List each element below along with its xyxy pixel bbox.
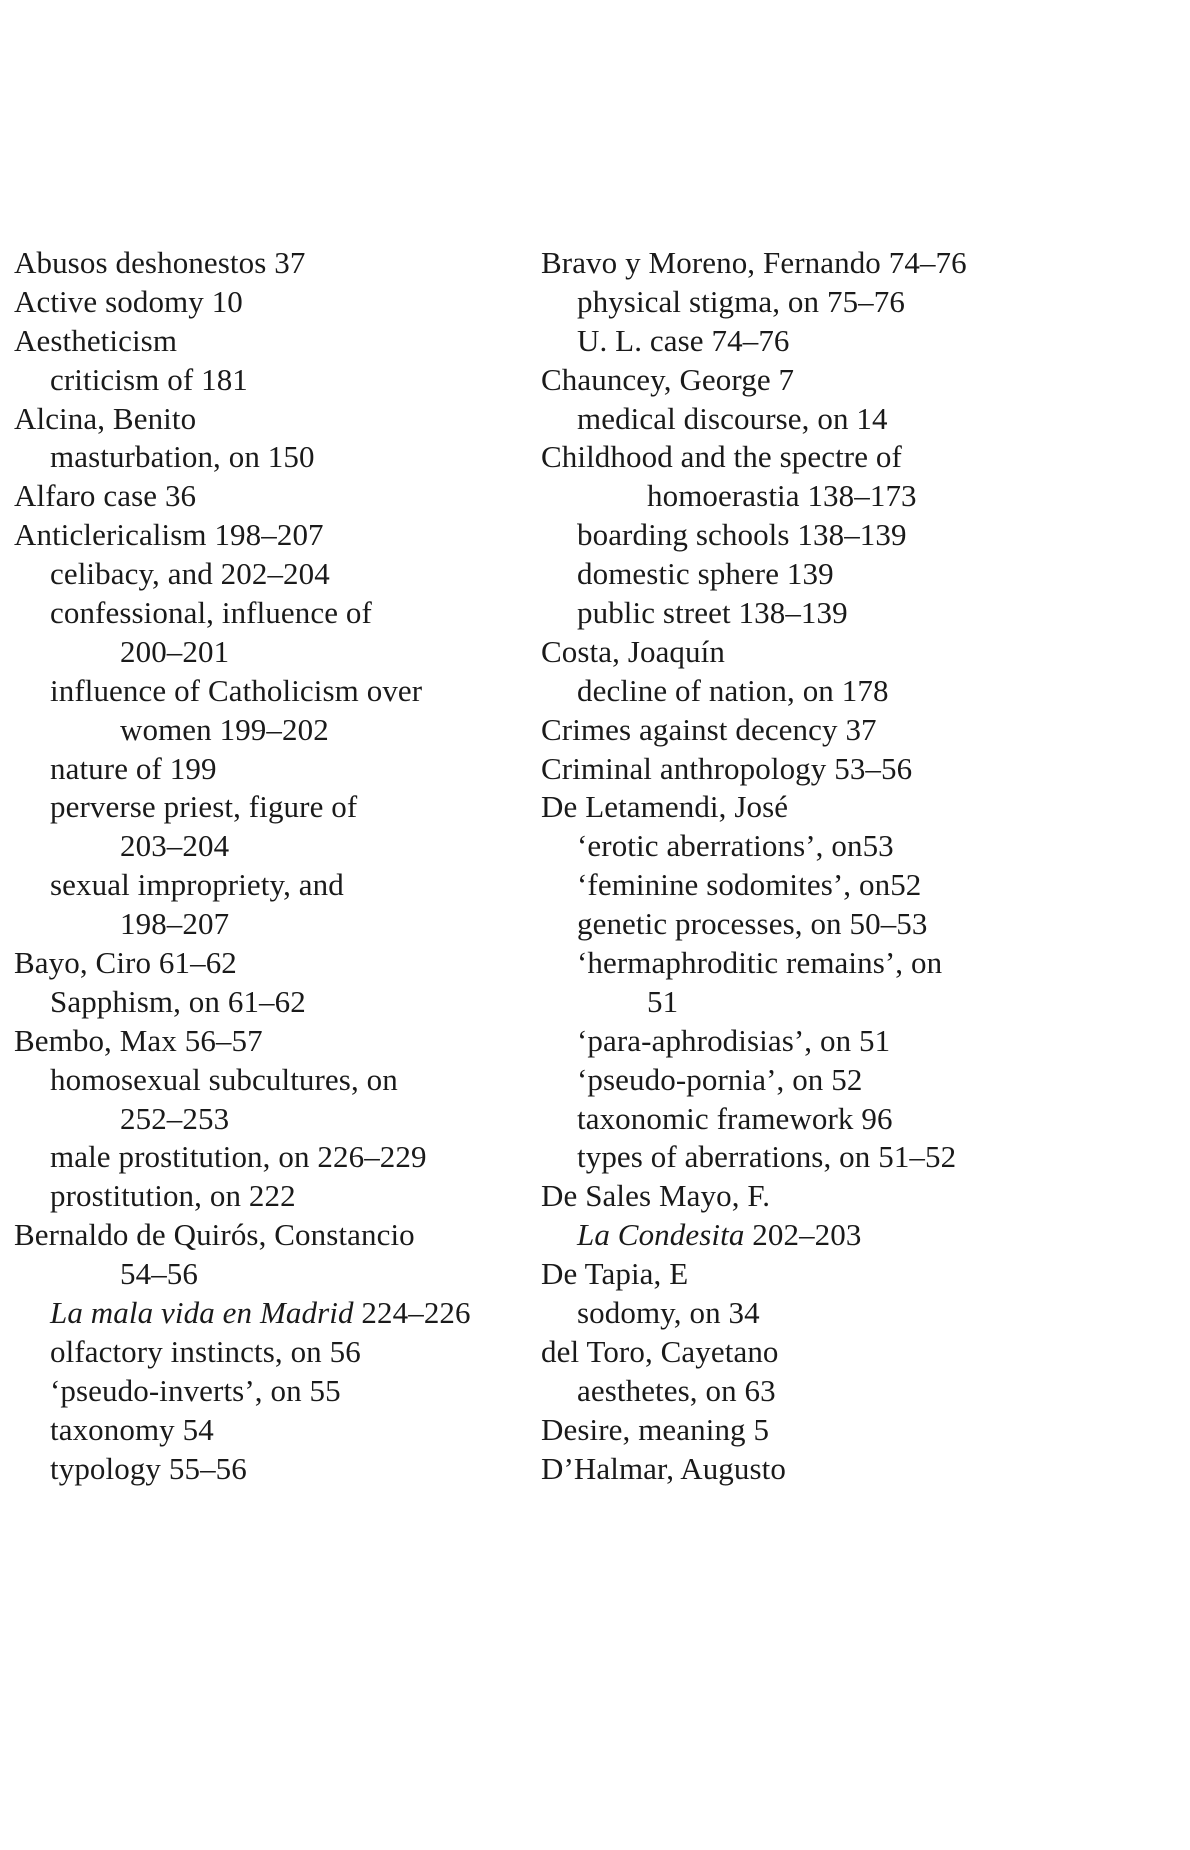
index-turnover-line bbox=[541, 477, 1181, 516]
index-entry bbox=[14, 400, 534, 439]
index-subentry bbox=[541, 1100, 1181, 1139]
index-entry bbox=[541, 788, 1181, 827]
index-entry bbox=[541, 1411, 1181, 1450]
index-entry bbox=[14, 283, 534, 322]
index-line-text: physical stigma, on 75–76 bbox=[577, 283, 905, 319]
index-line-text: influence of Catholicism over bbox=[50, 672, 423, 708]
index-line-text: Sapphism, on 61–62 bbox=[50, 983, 306, 1019]
index-turnover-line bbox=[14, 1255, 534, 1294]
index-subentry bbox=[14, 788, 534, 827]
index-subentry bbox=[541, 516, 1181, 555]
index-subentry bbox=[14, 1177, 534, 1216]
index-subentry bbox=[14, 983, 534, 1022]
index-subentry bbox=[541, 905, 1181, 944]
index-line-text: taxonomy 54 bbox=[50, 1411, 214, 1447]
index-line-text: Bravo y Moreno, Fernando 74–76 bbox=[541, 245, 967, 280]
index-line-text: homosexual subcultures, on bbox=[50, 1061, 398, 1097]
index-subentry bbox=[14, 1411, 534, 1450]
index-subentry bbox=[541, 283, 1181, 322]
italic-title: La mala vida en Madrid bbox=[50, 1295, 354, 1331]
index-subentry bbox=[541, 1294, 1181, 1333]
index-line-text: Alfaro case 36 bbox=[14, 478, 197, 514]
index-line-text: 202–203 bbox=[744, 1217, 862, 1253]
index-line-text: sodomy, on 34 bbox=[577, 1295, 760, 1331]
index-line-text: taxonomic framework 96 bbox=[577, 1100, 893, 1136]
index-entry bbox=[14, 944, 534, 983]
index-line-text: De Tapia, E bbox=[541, 1256, 689, 1292]
index-line-text: D’Halmar, Augusto bbox=[541, 1450, 786, 1486]
index-line-text: ‘erotic aberrations’, on53 bbox=[577, 828, 894, 864]
index-entry bbox=[541, 244, 1181, 283]
index-line-text: prostitution, on 222 bbox=[50, 1178, 296, 1214]
index-subentry bbox=[14, 1333, 534, 1372]
index-entry bbox=[541, 1333, 1181, 1372]
index-line-text: homoerastia 138–173 bbox=[647, 478, 917, 514]
index-line-text: 198–207 bbox=[120, 906, 230, 942]
index-line-text: 51 bbox=[647, 983, 679, 1019]
index-subentry bbox=[14, 672, 534, 711]
index-line-text: decline of nation, on 178 bbox=[577, 672, 889, 708]
index-subentry bbox=[541, 1372, 1181, 1411]
index-line-text: Abusos deshonestos 37 bbox=[14, 245, 306, 280]
index-subentry bbox=[541, 594, 1181, 633]
index-line-text: celibacy, and 202–204 bbox=[50, 556, 330, 592]
index-line-text: genetic processes, on 50–53 bbox=[577, 906, 928, 942]
index-subentry bbox=[14, 594, 534, 633]
index-line-text: aesthetes, on 63 bbox=[577, 1372, 776, 1408]
index-line-text: male prostitution, on 226–229 bbox=[50, 1139, 427, 1175]
index-line-text: 200–201 bbox=[120, 633, 230, 669]
index-line-text: 203–204 bbox=[120, 828, 230, 864]
index-line-text: confessional, influence of bbox=[50, 595, 372, 631]
index-line-text: Desire, meaning 5 bbox=[541, 1411, 770, 1447]
index-entry bbox=[541, 750, 1181, 789]
index-entry bbox=[541, 1177, 1181, 1216]
index-entry bbox=[14, 244, 534, 283]
index-subentry bbox=[14, 1061, 534, 1100]
index-line-text: Aestheticism bbox=[14, 322, 178, 358]
index-entry bbox=[541, 1255, 1181, 1294]
index-line-text: U. L. case 74–76 bbox=[577, 322, 790, 358]
index-line-text: public street 138–139 bbox=[577, 595, 848, 631]
index-subentry bbox=[541, 1022, 1181, 1061]
index-turnover-line bbox=[541, 983, 1181, 1022]
index-entry bbox=[14, 477, 534, 516]
index-line-text: types of aberrations, on 51–52 bbox=[577, 1139, 957, 1175]
index-line-text: De Letamendi, José bbox=[541, 789, 789, 825]
index-turnover-line bbox=[14, 905, 534, 944]
index-line-text: women 199–202 bbox=[120, 711, 329, 747]
index-subentry bbox=[541, 672, 1181, 711]
italic-title: La Condesita bbox=[577, 1217, 745, 1253]
index-line-text: del Toro, Cayetano bbox=[541, 1333, 779, 1369]
index-line-text: olfactory instincts, on 56 bbox=[50, 1333, 361, 1369]
index-line-text: 252–253 bbox=[120, 1100, 230, 1136]
index-line-text: Costa, Joaquín bbox=[541, 633, 725, 669]
index-line-text: ‘pseudo-inverts’, on 55 bbox=[50, 1372, 341, 1408]
index-turnover-line bbox=[14, 633, 534, 672]
index-subentry bbox=[14, 866, 534, 905]
index-column-right bbox=[541, 244, 1181, 1489]
index-line-text: typology 55–56 bbox=[50, 1450, 247, 1486]
index-subentry bbox=[14, 1138, 534, 1177]
index-line-text: Chauncey, George 7 bbox=[541, 361, 795, 397]
index-line-text: Childhood and the spectre of bbox=[541, 439, 902, 475]
index-line-text: Bernaldo de Quirós, Constancio bbox=[14, 1217, 415, 1253]
index-line-text: ‘feminine sodomites’, on52 bbox=[577, 867, 922, 903]
index-turnover-line bbox=[14, 827, 534, 866]
index-line-text: masturbation, on 150 bbox=[50, 439, 315, 475]
index-entry bbox=[14, 1022, 534, 1061]
index-subentry bbox=[541, 1138, 1181, 1177]
index-line-text: boarding schools 138–139 bbox=[577, 517, 907, 553]
index-column-left bbox=[14, 244, 534, 1489]
index-entry bbox=[14, 516, 534, 555]
index-entry bbox=[541, 633, 1181, 672]
index-subentry bbox=[14, 1450, 534, 1489]
index-subentry bbox=[541, 866, 1181, 905]
index-subentry bbox=[14, 438, 534, 477]
index-line-text: Bayo, Ciro 61–62 bbox=[14, 945, 237, 981]
index-line-text: Bembo, Max 56–57 bbox=[14, 1022, 263, 1058]
index-entry bbox=[541, 711, 1181, 750]
index-subentry bbox=[541, 400, 1181, 439]
index-line-text: nature of 199 bbox=[50, 750, 217, 786]
index-line-text: Criminal anthropology 53–56 bbox=[541, 750, 913, 786]
index-line-text: Anticlericalism 198–207 bbox=[14, 517, 324, 553]
index-entry bbox=[14, 322, 534, 361]
index-line-text: 54–56 bbox=[120, 1256, 198, 1292]
index-subentry bbox=[14, 1294, 534, 1333]
index-line-text: 224–226 bbox=[353, 1295, 471, 1331]
index-line-text: Crimes against decency 37 bbox=[541, 711, 877, 747]
index-subentry bbox=[541, 1216, 1181, 1255]
index-subentry bbox=[541, 555, 1181, 594]
index-line-text: sexual impropriety, and bbox=[50, 867, 344, 903]
index-entry bbox=[14, 1216, 534, 1255]
index-line-text: medical discourse, on 14 bbox=[577, 400, 888, 436]
index-subentry bbox=[14, 1372, 534, 1411]
index-line-text: domestic sphere 139 bbox=[577, 556, 834, 592]
index-subentry bbox=[541, 944, 1181, 983]
index-line-text: Alcina, Benito bbox=[14, 400, 197, 436]
index-line-text: perverse priest, figure of bbox=[50, 789, 358, 825]
index-subentry bbox=[14, 361, 534, 400]
index-entry bbox=[541, 438, 1181, 477]
index-subentry bbox=[541, 1061, 1181, 1100]
index-entry bbox=[541, 1450, 1181, 1489]
index-line-text: De Sales Mayo, F. bbox=[541, 1178, 771, 1214]
index-turnover-line bbox=[14, 1100, 534, 1139]
index-line-text: ‘para-aphrodisias’, on 51 bbox=[577, 1022, 891, 1058]
index-line-text: Active sodomy 10 bbox=[14, 283, 243, 319]
index-line-text: ‘hermaphroditic remains’, on bbox=[577, 945, 943, 981]
index-subentry bbox=[14, 750, 534, 789]
index-subentry bbox=[541, 322, 1181, 361]
index-subentry bbox=[541, 827, 1181, 866]
index-entry bbox=[541, 361, 1181, 400]
index-subentry bbox=[14, 555, 534, 594]
index-line-text: ‘pseudo-pornia’, on 52 bbox=[577, 1061, 863, 1097]
index-line-text: criticism of 181 bbox=[50, 361, 248, 397]
index-turnover-line bbox=[14, 711, 534, 750]
